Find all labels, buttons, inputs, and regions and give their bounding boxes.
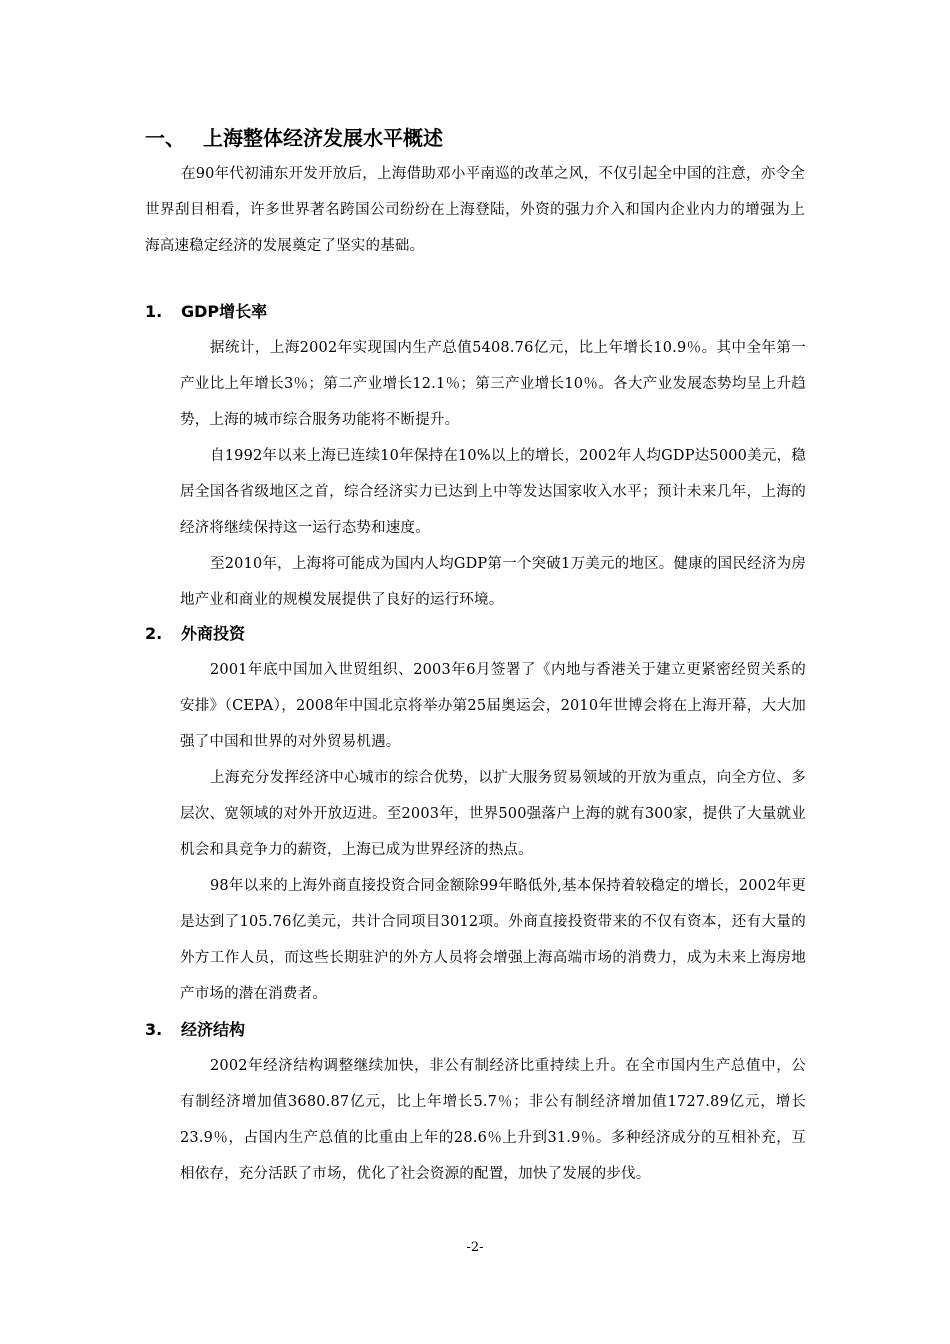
page-number: -2- (466, 1240, 484, 1255)
section-2-paragraph-1: 2001年底中国加入世贸组织、2003年6月签署了《内地与香港关于建立更紧密经贸关系的安排》（CEPA），2008年中国北京将举办第25届奥运会，2010年世博会将在上海开幕，大大加强了中国和世界的对外贸易机遇。 (180, 662, 806, 750)
main-heading-number: 一、 (145, 126, 185, 150)
section-2-title: 外商投资 (181, 624, 246, 643)
main-heading-text: 上海整体经济发展水平概述 (203, 126, 443, 150)
main-heading (145, 124, 443, 152)
section-2-heading (145, 622, 245, 646)
intro-paragraph: 在90年代初浦东开发开放后，上海借助邓小平南巡的改革之风，不仅引起全中国的注意，亦令全世界刮目相看，许多世界著名跨国公司纷纷在上海登陆，外资的强力介入和国内企业内力的增强为上海高速稳定经济的发展奠定了坚实的基础。 (145, 166, 805, 254)
section-3-title: 经济结构 (181, 1020, 246, 1039)
section-3-number: 3. (145, 1020, 163, 1039)
section-2-paragraph-3: 98年以来的上海外商直接投资合同金额除99年略低外,基本保持着较稳定的增长，2002年更是达到了105.76亿美元，共计合同项目3012项。外商直接投资带来的不仅有资本，还有大量的外方工作人员，而这些长期驻沪的外方人员将会增强上海高端市场的消费力，成为未来上海房地产市场的潜在消费者。 (180, 878, 806, 1002)
section-2-number: 2. (145, 624, 163, 643)
section-1-paragraph-2: 自1992年以来上海已连续10年保持在10%以上的增长，2002年人均GDP达5000美元，稳居全国各省级地区之首，综合经济实力已达到上中等发达国家收入水平；预计未来几年，上海的经济将继续保持这一运行态势和速度。 (180, 448, 806, 536)
section-1-paragraph-1: 据统计，上海2002年实现国内生产总值5408.76亿元，比上年增长10.9％。其中全年第一产业比上年增长3％；第二产业增长12.1％；第三产业增长10％。各大产业发展态势均呈上升趋势，上海的城市综合服务功能将不断提升。 (180, 340, 806, 428)
section-3-heading (145, 1018, 245, 1042)
section-1-heading (145, 300, 267, 324)
section-3-paragraph-1: 2002年经济结构调整继续加快，非公有制经济比重持续上升。在全市国内生产总值中，公有制经济增加值3680.87亿元，比上年增长5.7％；非公有制经济增加值1727.89亿元，增长23.9％，占国内生产总值的比重由上年的28.6％上升到31.9％。多种经济成分的互相补充，互相依存，充分活跃了市场，优化了社会资源的配置，加快了发展的步伐。 (180, 1058, 806, 1182)
section-1-title: GDP增长率 (181, 302, 268, 321)
section-1-paragraph-3: 至2010年，上海将可能成为国内人均GDP第一个突破1万美元的地区。健康的国民经济为房地产业和商业的规模发展提供了良好的运行环境。 (180, 556, 806, 608)
section-2-paragraph-2: 上海充分发挥经济中心城市的综合优势，以扩大服务贸易领域的开放为重点，向全方位、多层次、宽领域的对外开放迈进。至2003年，世界500强落户上海的就有300家，提供了大量就业机会和具竞争力的薪资，上海已成为世界经济的热点。 (180, 770, 806, 858)
section-1-number: 1. (145, 302, 163, 321)
